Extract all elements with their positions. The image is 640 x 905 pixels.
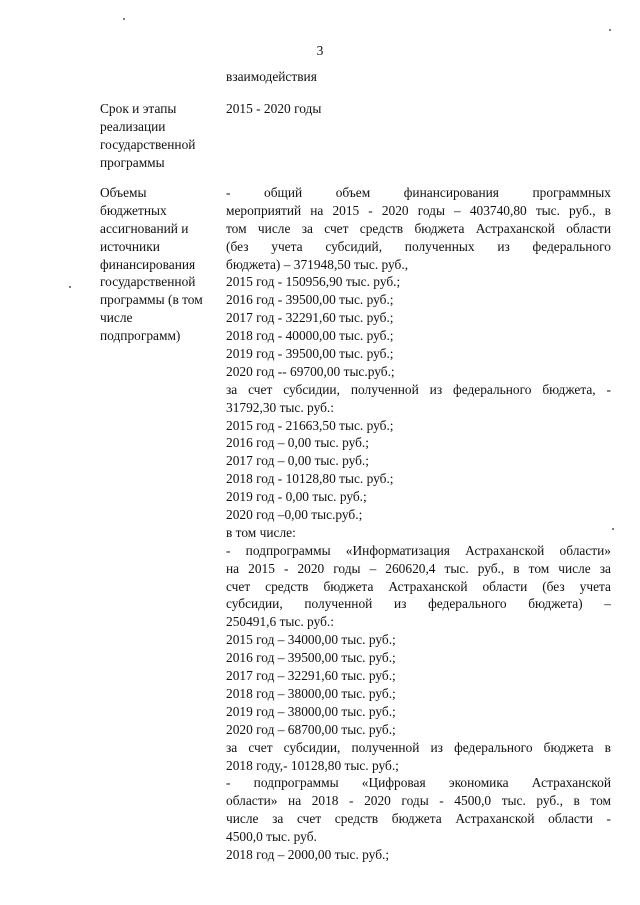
budget-line: 2018 год - 10128,80 тыс. руб.; [226, 471, 394, 487]
budget-label [100, 184, 218, 345]
budget-line: 2020 год -- 69700,00 тыс.руб.; [226, 363, 395, 379]
budget-line: 250491,6 тыс. руб.: [226, 614, 334, 630]
budget-label-line: числе [100, 310, 133, 326]
budget-line: 2016 год - 39500,00 тыс. руб.; [226, 292, 394, 308]
budget-line: 2018 году,- 10128,80 тыс. руб.; [226, 757, 399, 773]
budget-line: (без учета субсидий, полученных из федерального [226, 238, 611, 254]
term-label-line: государственной [100, 136, 196, 152]
budget-line: 2019 год - 0,00 тыс. руб.; [226, 489, 367, 505]
budget-line: 2015 год - 150956,90 тыс. руб.; [226, 274, 401, 290]
budget-label-line: государственной [100, 274, 196, 290]
budget-label-line: источники [100, 238, 160, 254]
budget-line: на 2015 - 2020 годы – 260620,4 тыс. руб., в том числе за [226, 560, 611, 576]
budget-label-line: подпрограмм) [100, 328, 181, 344]
budget-line: 2017 год – 32291,60 тыс. руб.; [226, 668, 396, 684]
budget-line: 2018 год – 2000,00 тыс. руб.; [226, 846, 390, 862]
budget-line: субсидии, полученной из федерального бюджета) – [226, 596, 611, 612]
scan-speck [69, 286, 71, 288]
budget-line: 2015 год – 34000,00 тыс. руб.; [226, 632, 396, 648]
budget-line: 2019 год – 38000,00 тыс. руб.; [226, 703, 396, 719]
scan-speck [123, 18, 125, 20]
budget-line: 2020 год – 68700,00 тыс. руб.; [226, 721, 396, 737]
budget-line: 2016 год – 0,00 тыс. руб.; [226, 435, 369, 451]
page-number: 3 [316, 43, 324, 58]
budget-label-line: программы (в том [100, 292, 203, 308]
budget-line: 2020 год –0,00 тыс.руб.; [226, 507, 363, 523]
term-label-line: программы [100, 154, 165, 170]
budget-line: 2018 год - 40000,00 тыс. руб.; [226, 328, 394, 344]
budget-line: 4500,0 тыс. руб. [226, 829, 317, 845]
budget-line: в том числе: [226, 524, 296, 540]
scan-speck [612, 528, 614, 530]
budget-label-line: ассигнований и [100, 220, 189, 236]
budget-text [226, 184, 611, 864]
budget-line: 2015 год - 21663,50 тыс. руб.; [226, 417, 394, 433]
budget-line: 2018 год – 38000,00 тыс. руб.; [226, 685, 396, 701]
budget-line: за счет субсидии, полученной из федерального бюджета в [226, 739, 611, 755]
budget-line: 2017 год - 32291,60 тыс. руб.; [226, 310, 394, 326]
budget-line: 31792,30 тыс. руб.: [226, 399, 334, 415]
budget-line: 2016 год – 39500,00 тыс. руб.; [226, 650, 396, 666]
budget-line: мероприятий на 2015 - 2020 годы – 403740,80 тыс. руб., в [226, 202, 611, 218]
term-value: 2015 - 2020 годы [226, 101, 322, 116]
budget-line: - подпрограммы «Информатизация Астраханской области» [226, 542, 611, 558]
budget-line: - общий объем финансирования программных [226, 185, 611, 200]
budget-line: числе за счет средств бюджета Астраханской области - [226, 811, 611, 827]
continuation-text: взаимодействия [226, 69, 317, 84]
scan-speck [609, 29, 611, 31]
budget-line: за счет субсидии, полученной из федерального бюджета, - [226, 381, 611, 397]
budget-line: 2017 год – 0,00 тыс. руб.; [226, 453, 369, 469]
budget-line: том числе за счет средств бюджета Астраханской области [226, 220, 611, 236]
budget-line: области» на 2018 - 2020 годы - 4500,0 тыс. руб., в том [226, 793, 611, 809]
budget-line: - подпрограммы «Цифровая экономика Астраханской [226, 775, 611, 791]
term-label-line: Срок и этапы [100, 101, 177, 116]
budget-line: счет средств бюджета Астраханской области (без учета [226, 578, 611, 594]
budget-label-line: бюджетных [100, 202, 167, 218]
budget-label-line: Объемы [100, 185, 147, 200]
term-label-line: реализации [100, 118, 166, 134]
budget-label-line: финансирования [100, 256, 196, 272]
budget-line: бюджета) – 371948,50 тыс. руб., [226, 256, 409, 272]
term-label [100, 100, 218, 172]
budget-line: 2019 год - 39500,00 тыс. руб.; [226, 346, 394, 362]
